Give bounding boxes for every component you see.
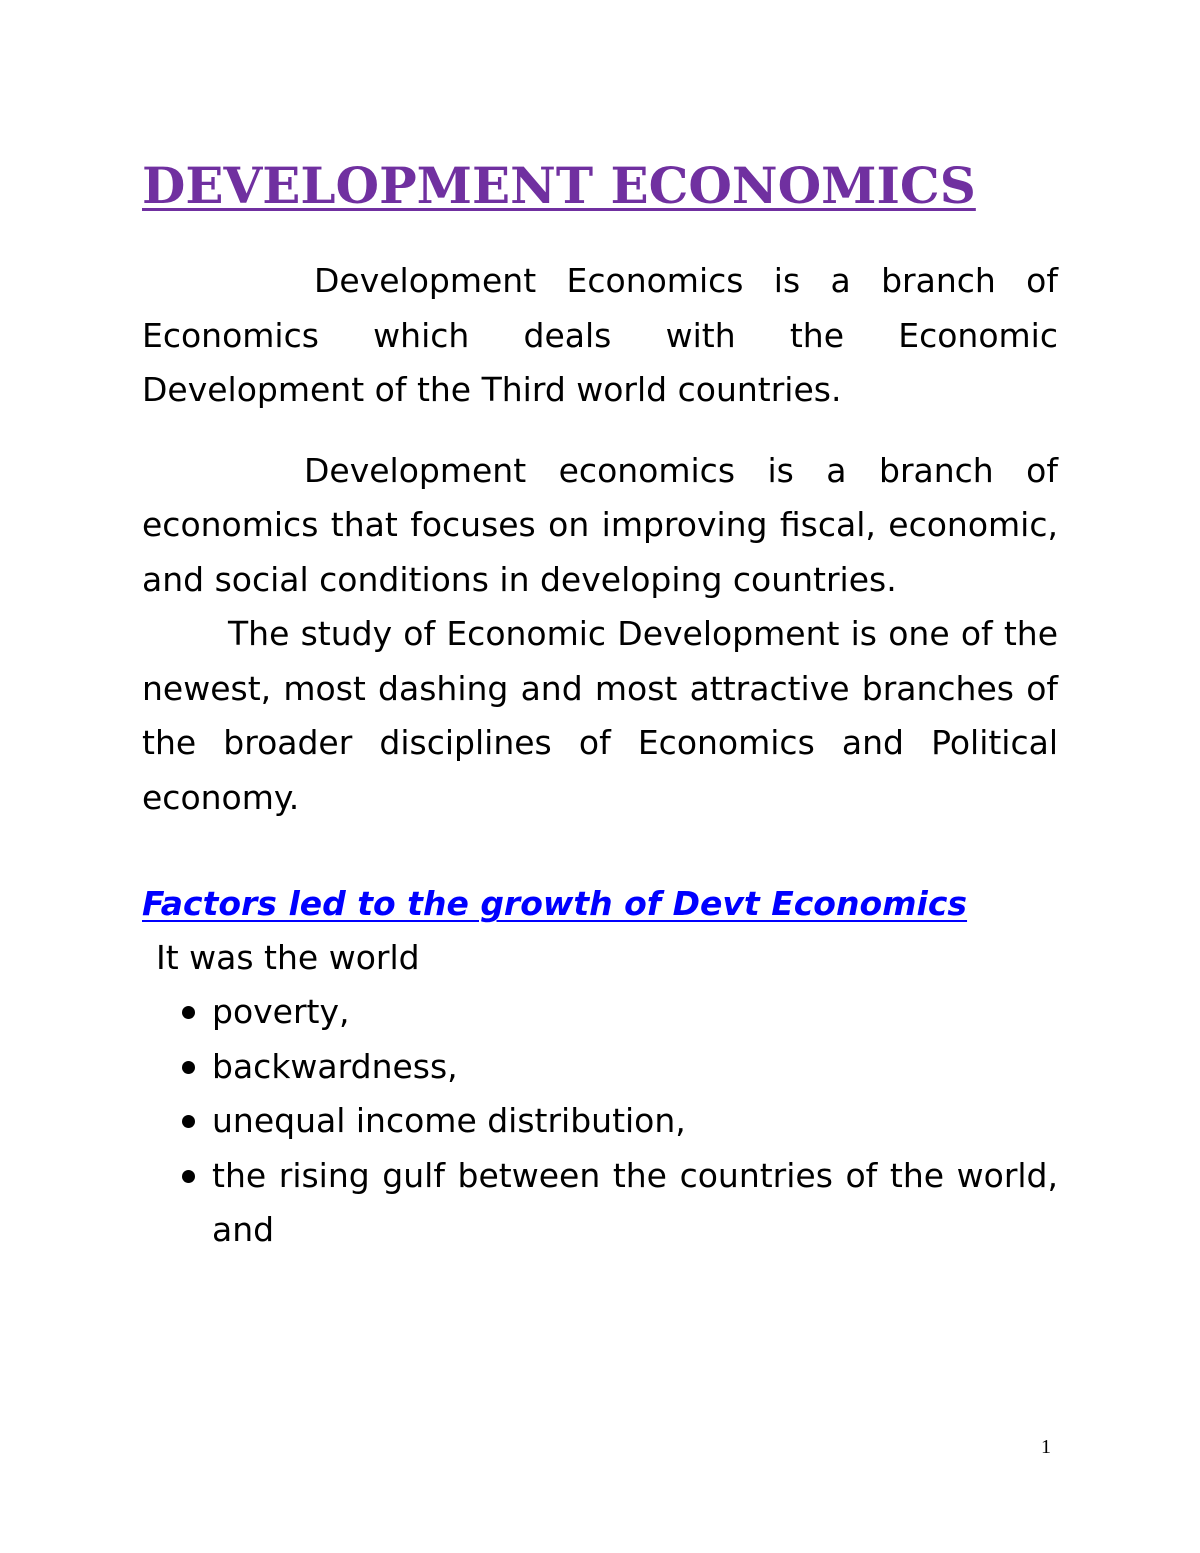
bullet-icon: [182, 1170, 195, 1183]
list-item: [142, 985, 1058, 1040]
list-item-text: backwardness,: [212, 1046, 458, 1086]
factors-list: [142, 985, 1058, 1258]
bullet-icon: [182, 1006, 195, 1019]
list-item-text: poverty,: [212, 992, 350, 1031]
list-intro: It was the world: [156, 938, 420, 977]
list-item-text: the rising gulf between the countries of the world, and: [212, 1155, 1058, 1249]
document-title: DEVELOPMENT ECONOMICS: [142, 156, 976, 215]
list-item: [142, 1040, 1058, 1095]
page-content: [142, 148, 1058, 1258]
paragraph-study: The study of Economic Development is one of the newest, most dashing and most attractive branches of the broader disciplines of Economics and Political economy.: [142, 614, 1058, 817]
paragraph-focus: Development economics is a branch of economics that focuses on improving fiscal, economic, and social conditions in developing countries.: [142, 450, 1058, 599]
list-item: [142, 1094, 1058, 1149]
paragraph-definition: Development Economics is a branch of Economics which deals with the Economic Development of the Third world countries.: [142, 261, 1058, 409]
list-item: [142, 1149, 1058, 1258]
bullet-icon: [182, 1115, 195, 1128]
list-item-text: unequal income distribution,: [212, 1101, 686, 1140]
section-heading-factors: Factors led to the growth of Devt Economics: [142, 884, 968, 923]
bullet-icon: [182, 1061, 195, 1074]
page-number: 1: [1041, 1436, 1051, 1458]
